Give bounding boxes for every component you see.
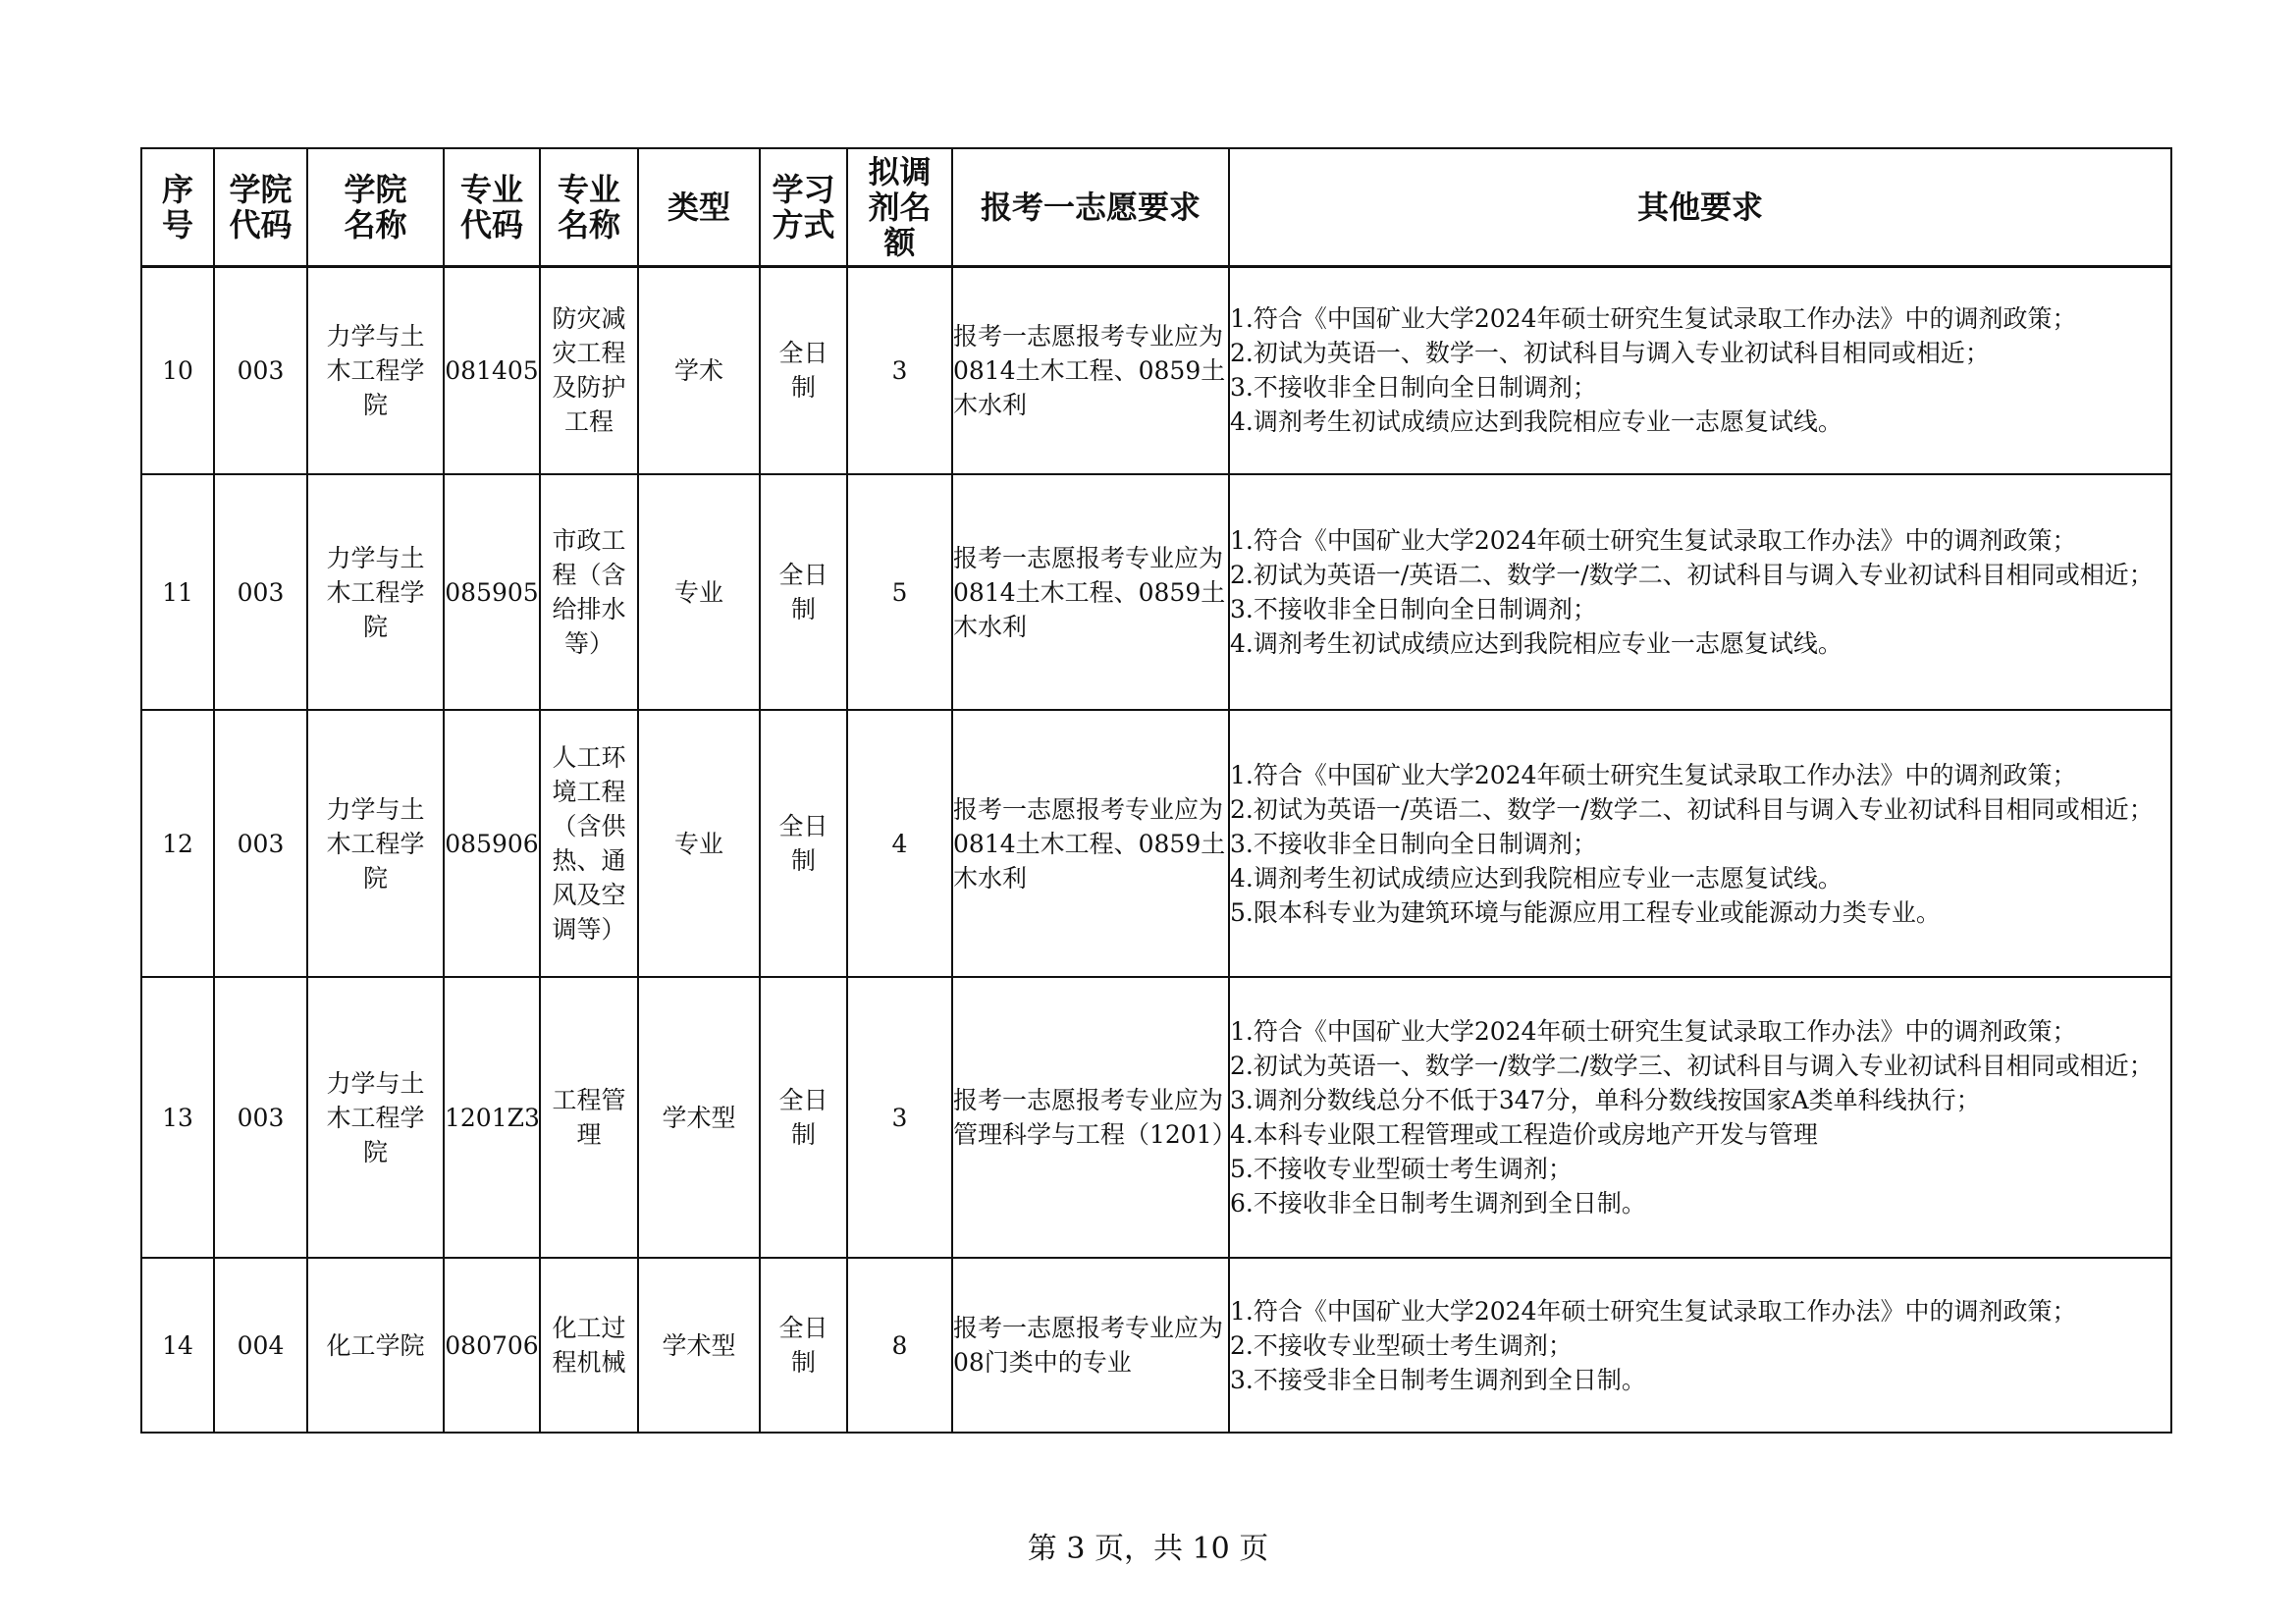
cell-college-name: 力学与土木工程学院: [307, 710, 444, 977]
other-req-item: 1.符合《中国矿业大学2024年硕士研究生复试录取工作办法》中的调剂政策；: [1230, 1017, 2077, 1046]
cell-study-mode: 全日制: [760, 710, 847, 977]
other-req-item: 4.调剂考生初试成绩应达到我院相应专业一志愿复试线。: [1230, 629, 1842, 658]
other-req-item: 2.初试为英语一/英语二、数学一/数学二、初试科目与调入专业初试科目相同或相近；: [1230, 561, 2154, 589]
header-first-choice-req: 报考一志愿要求: [952, 148, 1229, 266]
cell-type: 学术型: [638, 1258, 760, 1433]
cell-other-req: [1229, 710, 2171, 977]
cell-major-code: 085905: [444, 474, 540, 710]
cell-major-name: 人工环境工程（含供热、通风及空调等）: [540, 710, 638, 977]
other-req-item: 5.限本科专业为建筑环境与能源应用工程专业或能源动力类专业。: [1230, 897, 1941, 927]
table-row: [141, 977, 2171, 1258]
cell-first-choice-req: 报考一志愿报考专业应为08门类中的专业: [952, 1258, 1229, 1433]
other-req-item: 2.初试为英语一、数学一/数学二/数学三、初试科目与调入专业初试科目相同或相近；: [1230, 1052, 2154, 1080]
cell-seq: 14: [141, 1258, 214, 1433]
header-major-name: 专业名称: [540, 148, 638, 266]
other-req-item: 4.调剂考生初试成绩应达到我院相应专业一志愿复试线。: [1230, 863, 1842, 893]
cell-first-choice-req: 报考一志愿报考专业应为0814土木工程、0859土木水利: [952, 266, 1229, 474]
other-req-item: 2.初试为英语一/英语二、数学一/数学二、初试科目与调入专业初试科目相同或相近；: [1230, 794, 2154, 824]
other-req-item: 5.不接收专业型硕士考生调剂；: [1230, 1155, 1573, 1183]
header-other-req: 其他要求: [1229, 148, 2171, 266]
cell-major-name: 市政工程（含给排水等）: [540, 474, 638, 710]
other-req-item: 1.符合《中国矿业大学2024年硕士研究生复试录取工作办法》中的调剂政策；: [1230, 1296, 2077, 1326]
header-college-name: 学院名称: [307, 148, 444, 266]
table-header: [141, 148, 2171, 266]
table-row: [141, 474, 2171, 710]
header-college-code: 学院代码: [214, 148, 307, 266]
cell-first-choice-req: 报考一志愿报考专业应为0814土木工程、0859土木水利: [952, 474, 1229, 710]
cell-college-code: 003: [214, 710, 307, 977]
cell-major-code: 085906: [444, 710, 540, 977]
cell-quota: 3: [847, 266, 952, 474]
cell-college-code: 003: [214, 977, 307, 1258]
cell-major-name: 化工过程机械: [540, 1258, 638, 1433]
cell-study-mode: 全日制: [760, 1258, 847, 1433]
other-req-item: 4.调剂考生初试成绩应达到我院相应专业一志愿复试线。: [1230, 407, 1842, 437]
cell-college-name: 力学与土木工程学院: [307, 474, 444, 710]
cell-college-code: 003: [214, 266, 307, 474]
header-major-code: 专业代码: [444, 148, 540, 266]
cell-major-code: 080706: [444, 1258, 540, 1433]
other-req-item: 3.调剂分数线总分不低于347分，单科分数线按国家A类单科线执行；: [1230, 1086, 1981, 1114]
other-req-item: 2.不接收专业型硕士考生调剂；: [1230, 1330, 1573, 1360]
other-req-item: 1.符合《中国矿业大学2024年硕士研究生复试录取工作办法》中的调剂政策；: [1230, 760, 2077, 789]
other-req-item: 3.不接收非全日制向全日制调剂；: [1230, 829, 1597, 858]
cell-type: 学术: [638, 266, 760, 474]
header-study-mode: 学习方式: [760, 148, 847, 266]
other-req-item: 3.不接受非全日制考生调剂到全日制。: [1230, 1365, 1646, 1394]
other-req-item: 1.符合《中国矿业大学2024年硕士研究生复试录取工作办法》中的调剂政策；: [1230, 304, 2077, 334]
other-req-item: 1.符合《中国矿业大学2024年硕士研究生复试录取工作办法》中的调剂政策；: [1230, 526, 2077, 555]
cell-college-code: 004: [214, 1258, 307, 1433]
other-req-item: 3.不接收非全日制向全日制调剂；: [1230, 595, 1597, 623]
cell-major-code: 081405: [444, 266, 540, 474]
other-req-item: 4.本科专业限工程管理或工程造价或房地产开发与管理: [1230, 1120, 1818, 1149]
cell-seq: 13: [141, 977, 214, 1258]
cell-first-choice-req: 报考一志愿报考专业应为管理科学与工程（1201）: [952, 977, 1229, 1258]
cell-other-req: [1229, 266, 2171, 474]
other-req-item: 2.初试为英语一、数学一、初试科目与调入专业初试科目相同或相近；: [1230, 339, 1990, 368]
cell-type: 专业: [638, 474, 760, 710]
cell-college-name: 力学与土木工程学院: [307, 266, 444, 474]
cell-other-req: [1229, 1258, 2171, 1433]
cell-college-code: 003: [214, 474, 307, 710]
cell-other-req: [1229, 474, 2171, 710]
header-type: 类型: [638, 148, 760, 266]
cell-type: 专业: [638, 710, 760, 977]
page-footer: 第 3 页，共 10 页: [1027, 1532, 1269, 1566]
cell-major-name: 防灾减灾工程及防护工程: [540, 266, 638, 474]
cell-major-code: 1201Z3: [444, 977, 540, 1258]
cell-first-choice-req: 报考一志愿报考专业应为0814土木工程、0859土木水利: [952, 710, 1229, 977]
cell-college-name: 力学与土木工程学院: [307, 977, 444, 1258]
table-row: [141, 266, 2171, 474]
cell-study-mode: 全日制: [760, 474, 847, 710]
other-req-item: 3.不接收非全日制向全日制调剂；: [1230, 373, 1597, 403]
cell-quota: 3: [847, 977, 952, 1258]
adjustment-table: [140, 147, 2172, 1434]
cell-seq: 10: [141, 266, 214, 474]
cell-seq: 11: [141, 474, 214, 710]
cell-other-req: [1229, 977, 2171, 1258]
header-seq: 序号: [141, 148, 214, 266]
table-row: [141, 710, 2171, 977]
cell-quota: 4: [847, 710, 952, 977]
cell-type: 学术型: [638, 977, 760, 1258]
cell-study-mode: 全日制: [760, 977, 847, 1258]
cell-seq: 12: [141, 710, 214, 977]
cell-study-mode: 全日制: [760, 266, 847, 474]
table-body: [141, 266, 2171, 1433]
cell-major-name: 工程管理: [540, 977, 638, 1258]
cell-quota: 5: [847, 474, 952, 710]
other-req-item: 6.不接收非全日制考生调剂到全日制。: [1230, 1189, 1646, 1218]
table-row: [141, 1258, 2171, 1433]
cell-quota: 8: [847, 1258, 952, 1433]
header-quota: 拟调剂名额: [847, 148, 952, 266]
cell-college-name: 化工学院: [307, 1258, 444, 1433]
